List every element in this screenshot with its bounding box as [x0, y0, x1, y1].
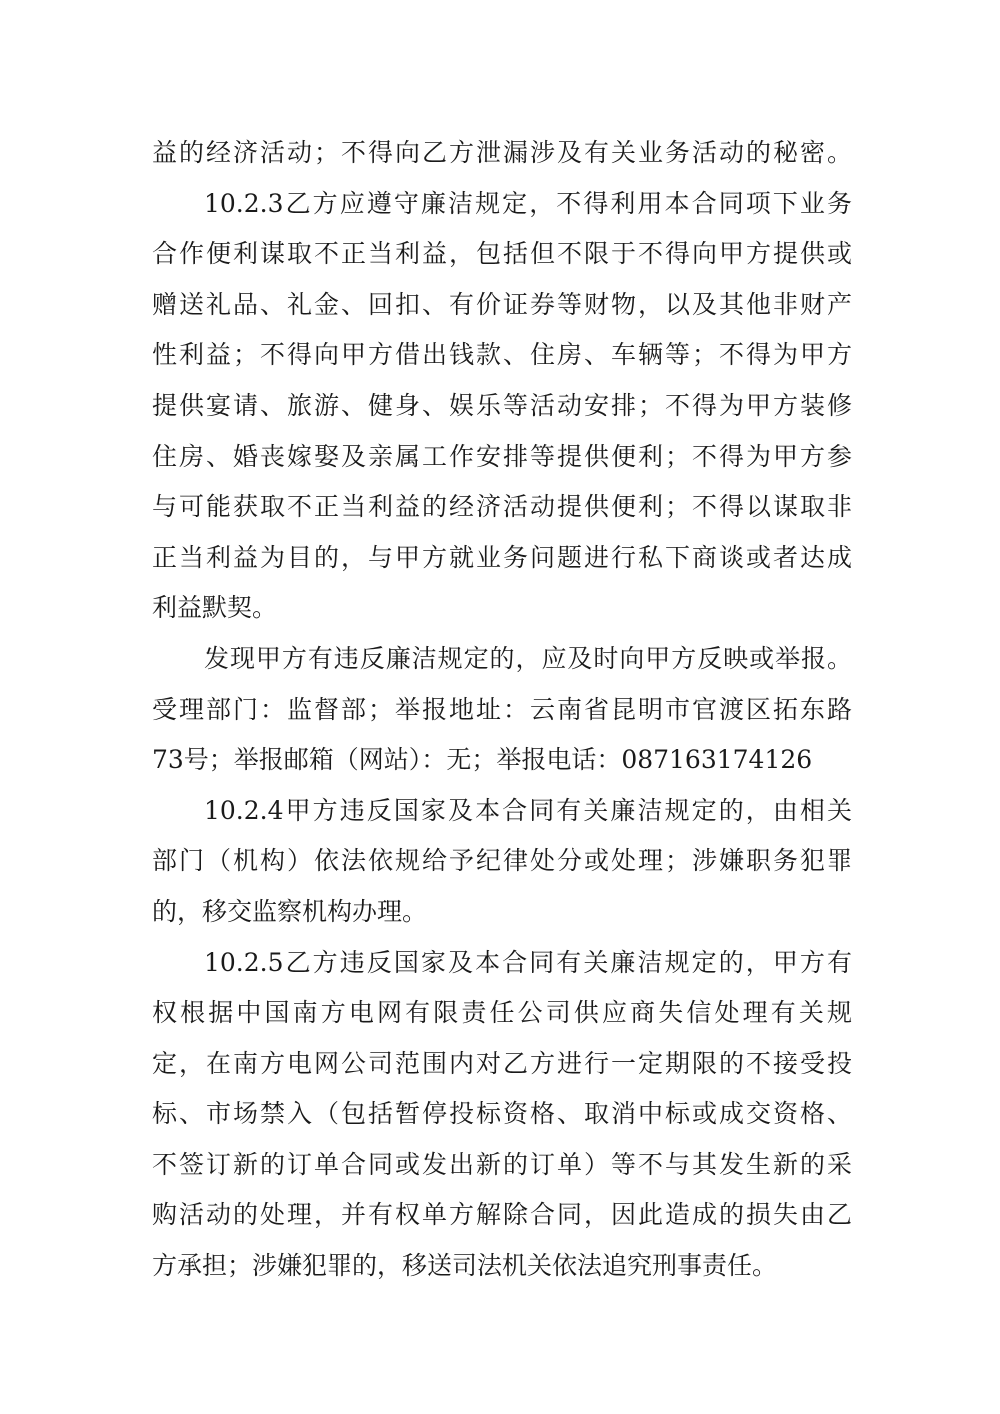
text-line: 10.2.5乙方违反国家及本合同有关廉洁规定的，甲方有	[204, 947, 852, 977]
text-line: 定，在南方电网公司范围内对乙方进行一定期限的不接受投	[152, 1048, 852, 1078]
text-line: 合作便利谋取不正当利益，包括但不限于不得向甲方提供或	[152, 239, 852, 269]
text-line: 与可能获取不正当利益的经济活动提供便利；不得以谋取非	[152, 492, 852, 522]
text-line: 购活动的处理，并有权单方解除合同，因此造成的损失由乙	[152, 1200, 852, 1230]
text-line: 10.2.3乙方应遵守廉洁规定，不得利用本合同项下业务	[204, 188, 852, 218]
text-line: 利益默契。	[152, 593, 278, 623]
text-line: 的，移交监察机构办理。	[152, 896, 428, 926]
text-line: 标、市场禁入（包括暂停投标资格、取消中标或成交资格、	[152, 1099, 852, 1129]
document-body	[152, 128, 852, 1292]
text-line: 住房、婚丧嫁娶及亲属工作安排等提供便利；不得为甲方参	[152, 441, 852, 471]
text-line: 部门（机构）依法依规给予纪律处分或处理；涉嫌职务犯罪	[152, 846, 852, 876]
text-line: 73号；举报邮箱（网站）：无；举报电话：087163174126	[152, 745, 813, 775]
text-line: 10.2.4甲方违反国家及本合同有关廉洁规定的，由相关	[204, 795, 852, 825]
text-line: 权根据中国南方电网有限责任公司供应商失信处理有关规	[152, 998, 852, 1028]
text-line: 提供宴请、旅游、健身、娱乐等活动安排；不得为甲方装修	[152, 390, 852, 420]
text-line: 赠送礼品、礼金、回扣、有价证券等财物，以及其他非财产	[152, 289, 852, 319]
text-line: 正当利益为目的，与甲方就业务问题进行私下商谈或者达成	[152, 542, 852, 572]
text-line: 性利益；不得向甲方借出钱款、住房、车辆等；不得为甲方	[152, 340, 852, 370]
text-line: 发现甲方有违反廉洁规定的，应及时向甲方反映或举报。	[204, 643, 852, 673]
text-line: 方承担；涉嫌犯罪的，移送司法机关依法追究刑事责任。	[152, 1251, 778, 1281]
text-line: 不签订新的订单合同或发出新的订单）等不与其发生新的采	[152, 1149, 852, 1179]
text-line: 受理部门：监督部；举报地址：云南省昆明市官渡区拓东路	[152, 694, 852, 724]
text-line: 益的经济活动；不得向乙方泄漏涉及有关业务活动的秘密。	[152, 138, 852, 167]
